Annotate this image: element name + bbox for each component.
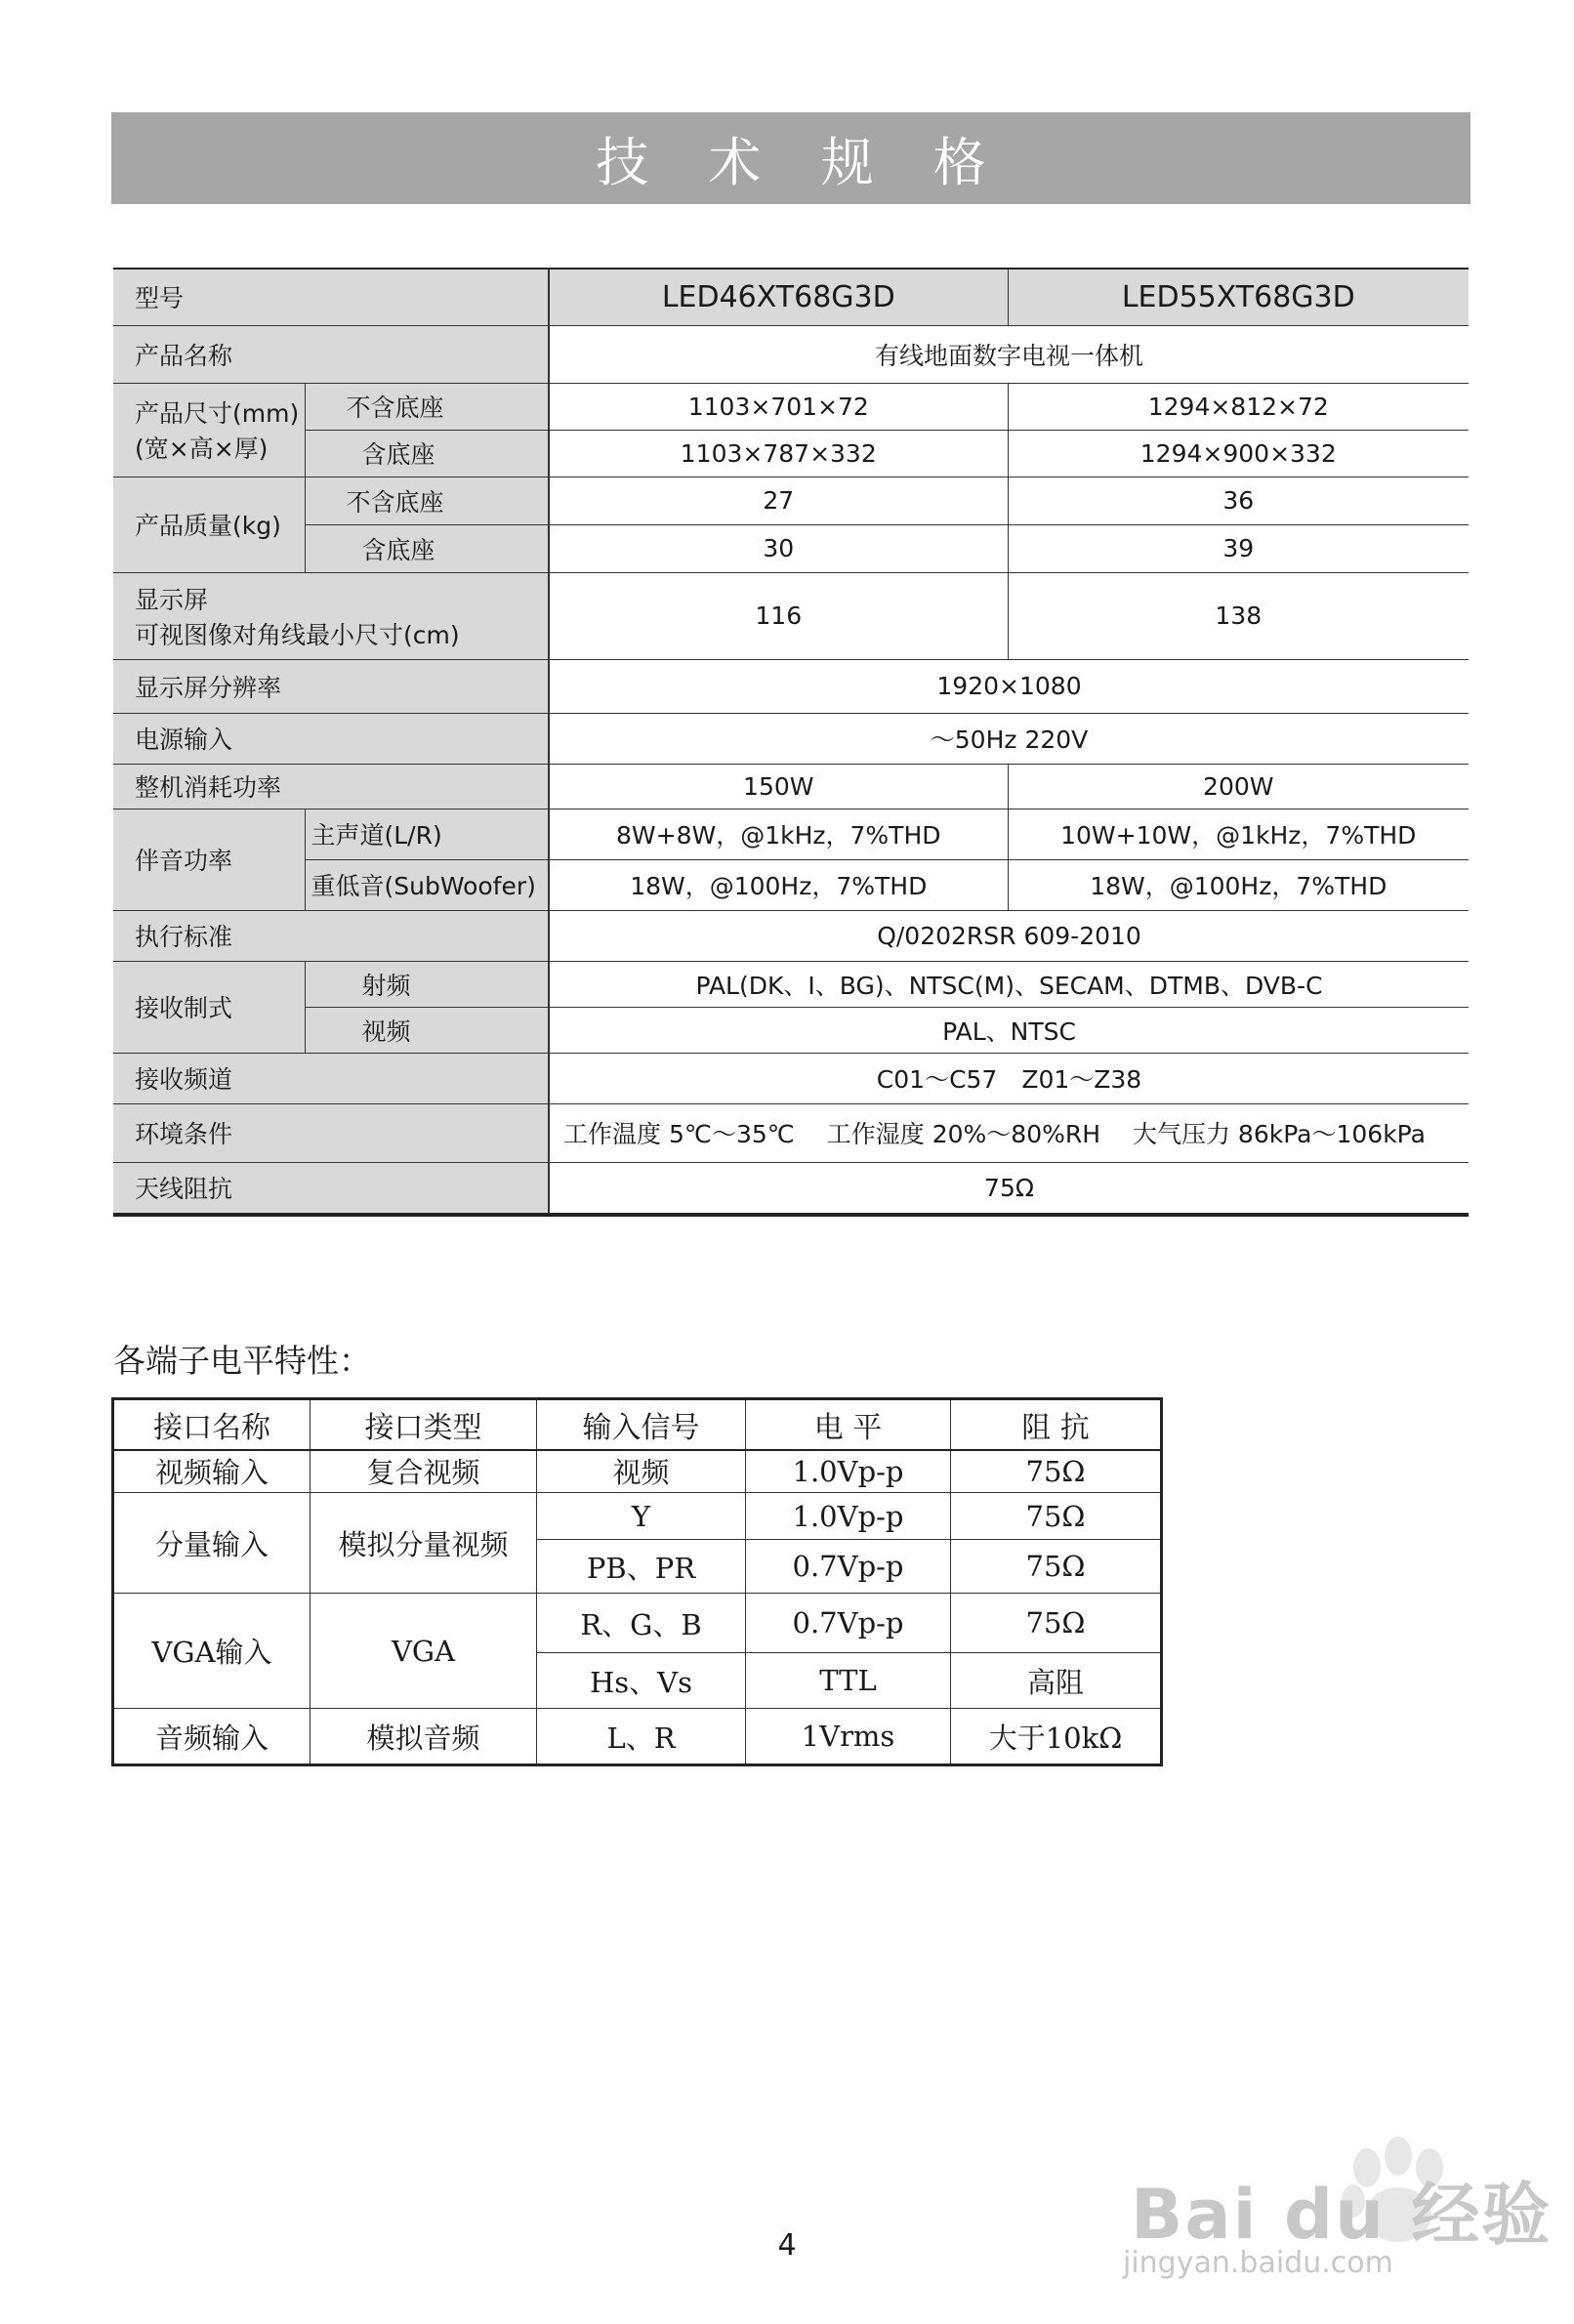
watermark-url: jingyan.baidu.com — [1123, 2246, 1393, 2280]
header-level: 电 平 — [746, 1399, 951, 1450]
with-base-label: 含底座 — [305, 430, 549, 477]
table-row — [113, 1007, 1469, 1053]
ports-heading: 各端子电平特性： — [113, 1342, 371, 1380]
main-channel-label: 主声道(L/R) — [305, 809, 549, 859]
table-row — [113, 809, 1469, 859]
table-row — [113, 961, 1469, 1007]
consumption-value-1: 150W — [549, 764, 1008, 809]
subwoofer-value-1: 18W，@100Hz，7%THD — [549, 859, 1008, 910]
receive-label: 接收制式 — [113, 961, 305, 1053]
power-input-label: 电源输入 — [113, 713, 549, 764]
row-impedance: 75Ω — [951, 1540, 1162, 1594]
antenna-label: 天线阻抗 — [113, 1162, 549, 1215]
table-row — [113, 764, 1469, 809]
model-label: 型号 — [113, 269, 549, 325]
video-in-type: 复合视频 — [311, 1450, 537, 1493]
row-impedance: 高阻 — [951, 1653, 1162, 1709]
antenna-value: 75Ω — [549, 1162, 1469, 1215]
size-label — [113, 383, 305, 477]
size-no-base-2: 1294×812×72 — [1008, 383, 1469, 430]
table-row — [113, 325, 1469, 383]
main-channel-value-2: 10W+10W，@1kHz，7%THD — [1008, 809, 1469, 859]
table-row — [113, 524, 1469, 572]
size-label-line-1: 产品尺寸(mm) — [135, 399, 300, 428]
table-row — [113, 1103, 1469, 1162]
size-with-base-1: 1103×787×332 — [549, 430, 1008, 477]
table-row — [113, 1493, 1162, 1540]
consumption-label: 整机消耗功率 — [113, 764, 549, 809]
row-level: 1.0Vp-p — [746, 1493, 951, 1540]
spec-table — [113, 268, 1469, 1217]
component-in-type: 模拟分量视频 — [311, 1493, 537, 1594]
table-row — [113, 572, 1469, 659]
watermark-brand: Bai du 经验 — [1131, 2175, 1553, 2255]
table-row — [113, 430, 1469, 477]
table-row — [113, 1450, 1162, 1493]
name-label: 产品名称 — [113, 325, 549, 383]
table-row — [113, 910, 1469, 961]
row-impedance: 75Ω — [951, 1594, 1162, 1653]
row-signal: Hs、Vs — [537, 1653, 746, 1709]
table-row — [113, 383, 1469, 430]
audio-in-name: 音频输入 — [113, 1709, 311, 1765]
screen-label-line-2: 可视图像对角线最小尺寸(cm) — [135, 620, 460, 649]
mass-label: 产品质量(kg) — [113, 477, 305, 572]
table-row — [113, 859, 1469, 910]
row-impedance: 75Ω — [951, 1493, 1162, 1540]
table-row — [113, 1162, 1469, 1215]
header-type: 接口类型 — [311, 1399, 537, 1450]
no-base-label: 不含底座 — [305, 477, 549, 524]
subwoofer-value-2: 18W，@100Hz，7%THD — [1008, 859, 1469, 910]
component-in-name: 分量输入 — [113, 1493, 311, 1594]
vga-in-name: VGA输入 — [113, 1594, 311, 1709]
table-row — [113, 1053, 1469, 1103]
env-label: 环境条件 — [113, 1103, 549, 1162]
table-row — [113, 1709, 1162, 1765]
header-impedance: 阻 抗 — [951, 1399, 1162, 1450]
vga-in-type: VGA — [311, 1594, 537, 1709]
model-1: LED46XT68G3D — [549, 269, 1008, 325]
size-no-base-1: 1103×701×72 — [549, 383, 1008, 430]
model-2: LED55XT68G3D — [1008, 269, 1469, 325]
row-level: 0.7Vp-p — [746, 1540, 951, 1594]
no-base-label: 不含底座 — [305, 383, 549, 430]
standard-label: 执行标准 — [113, 910, 549, 961]
row-signal: PB、PR — [537, 1540, 746, 1594]
row-level: 1Vrms — [746, 1709, 951, 1765]
env-value: 工作温度 5℃～35℃ 工作湿度 20%～80%RH 大气压力 86kPa～106kPa — [549, 1103, 1469, 1162]
audio-in-type: 模拟音频 — [311, 1709, 537, 1765]
power-input-value: ～50Hz 220V — [549, 713, 1469, 764]
rf-value: PAL(DK、I、BG)、NTSC(M)、SECAM、DTMB、DVB-C — [549, 961, 1469, 1007]
row-impedance: 大于10kΩ — [951, 1709, 1162, 1765]
channel-value: C01～C57 Z01～Z38 — [549, 1053, 1469, 1103]
mass-with-base-2: 39 — [1008, 524, 1469, 572]
row-impedance: 75Ω — [951, 1450, 1162, 1493]
consumption-value-2: 200W — [1008, 764, 1469, 809]
video-label: 视频 — [305, 1007, 549, 1053]
row-signal: L、R — [537, 1709, 746, 1765]
row-level: 1.0Vp-p — [746, 1450, 951, 1493]
with-base-label: 含底座 — [305, 524, 549, 572]
mass-with-base-1: 30 — [549, 524, 1008, 572]
table-row — [113, 659, 1469, 713]
channel-label: 接收频道 — [113, 1053, 549, 1103]
row-level: 0.7Vp-p — [746, 1594, 951, 1653]
table-header-row — [113, 1399, 1162, 1450]
video-value: PAL、NTSC — [549, 1007, 1469, 1053]
mass-no-base-1: 27 — [549, 477, 1008, 524]
resolution-value: 1920×1080 — [549, 659, 1469, 713]
page-title: 技 术 规 格 — [596, 131, 1008, 193]
page-number: 4 — [777, 2228, 797, 2262]
rf-label: 射频 — [305, 961, 549, 1007]
audio-label: 伴音功率 — [113, 809, 305, 910]
screen-label-line-1: 显示屏 — [135, 585, 209, 614]
subwoofer-label: 重低音(SubWoofer) — [305, 859, 549, 910]
main-channel-value-1: 8W+8W，@1kHz，7%THD — [549, 809, 1008, 859]
screen-value-2: 138 — [1008, 572, 1469, 659]
row-signal: Y — [537, 1493, 746, 1540]
table-row — [113, 477, 1469, 524]
header-signal: 输入信号 — [537, 1399, 746, 1450]
screen-value-1: 116 — [549, 572, 1008, 659]
video-in-name: 视频输入 — [113, 1450, 311, 1493]
standard-value: Q/0202RSR 609-2010 — [549, 910, 1469, 961]
page-title-bar — [111, 112, 1470, 204]
ports-table — [111, 1397, 1163, 1766]
row-level: TTL — [746, 1653, 951, 1709]
header-name: 接口名称 — [113, 1399, 311, 1450]
table-row — [113, 1594, 1162, 1653]
name-value: 有线地面数字电视一体机 — [549, 325, 1469, 383]
table-row — [113, 713, 1469, 764]
screen-label — [113, 572, 549, 659]
resolution-label: 显示屏分辨率 — [113, 659, 549, 713]
row-signal: R、G、B — [537, 1594, 746, 1653]
mass-no-base-2: 36 — [1008, 477, 1469, 524]
size-label-line-2: (宽×高×厚) — [135, 435, 269, 463]
table-row — [113, 269, 1469, 325]
size-with-base-2: 1294×900×332 — [1008, 430, 1469, 477]
row-signal: 视频 — [537, 1450, 746, 1493]
